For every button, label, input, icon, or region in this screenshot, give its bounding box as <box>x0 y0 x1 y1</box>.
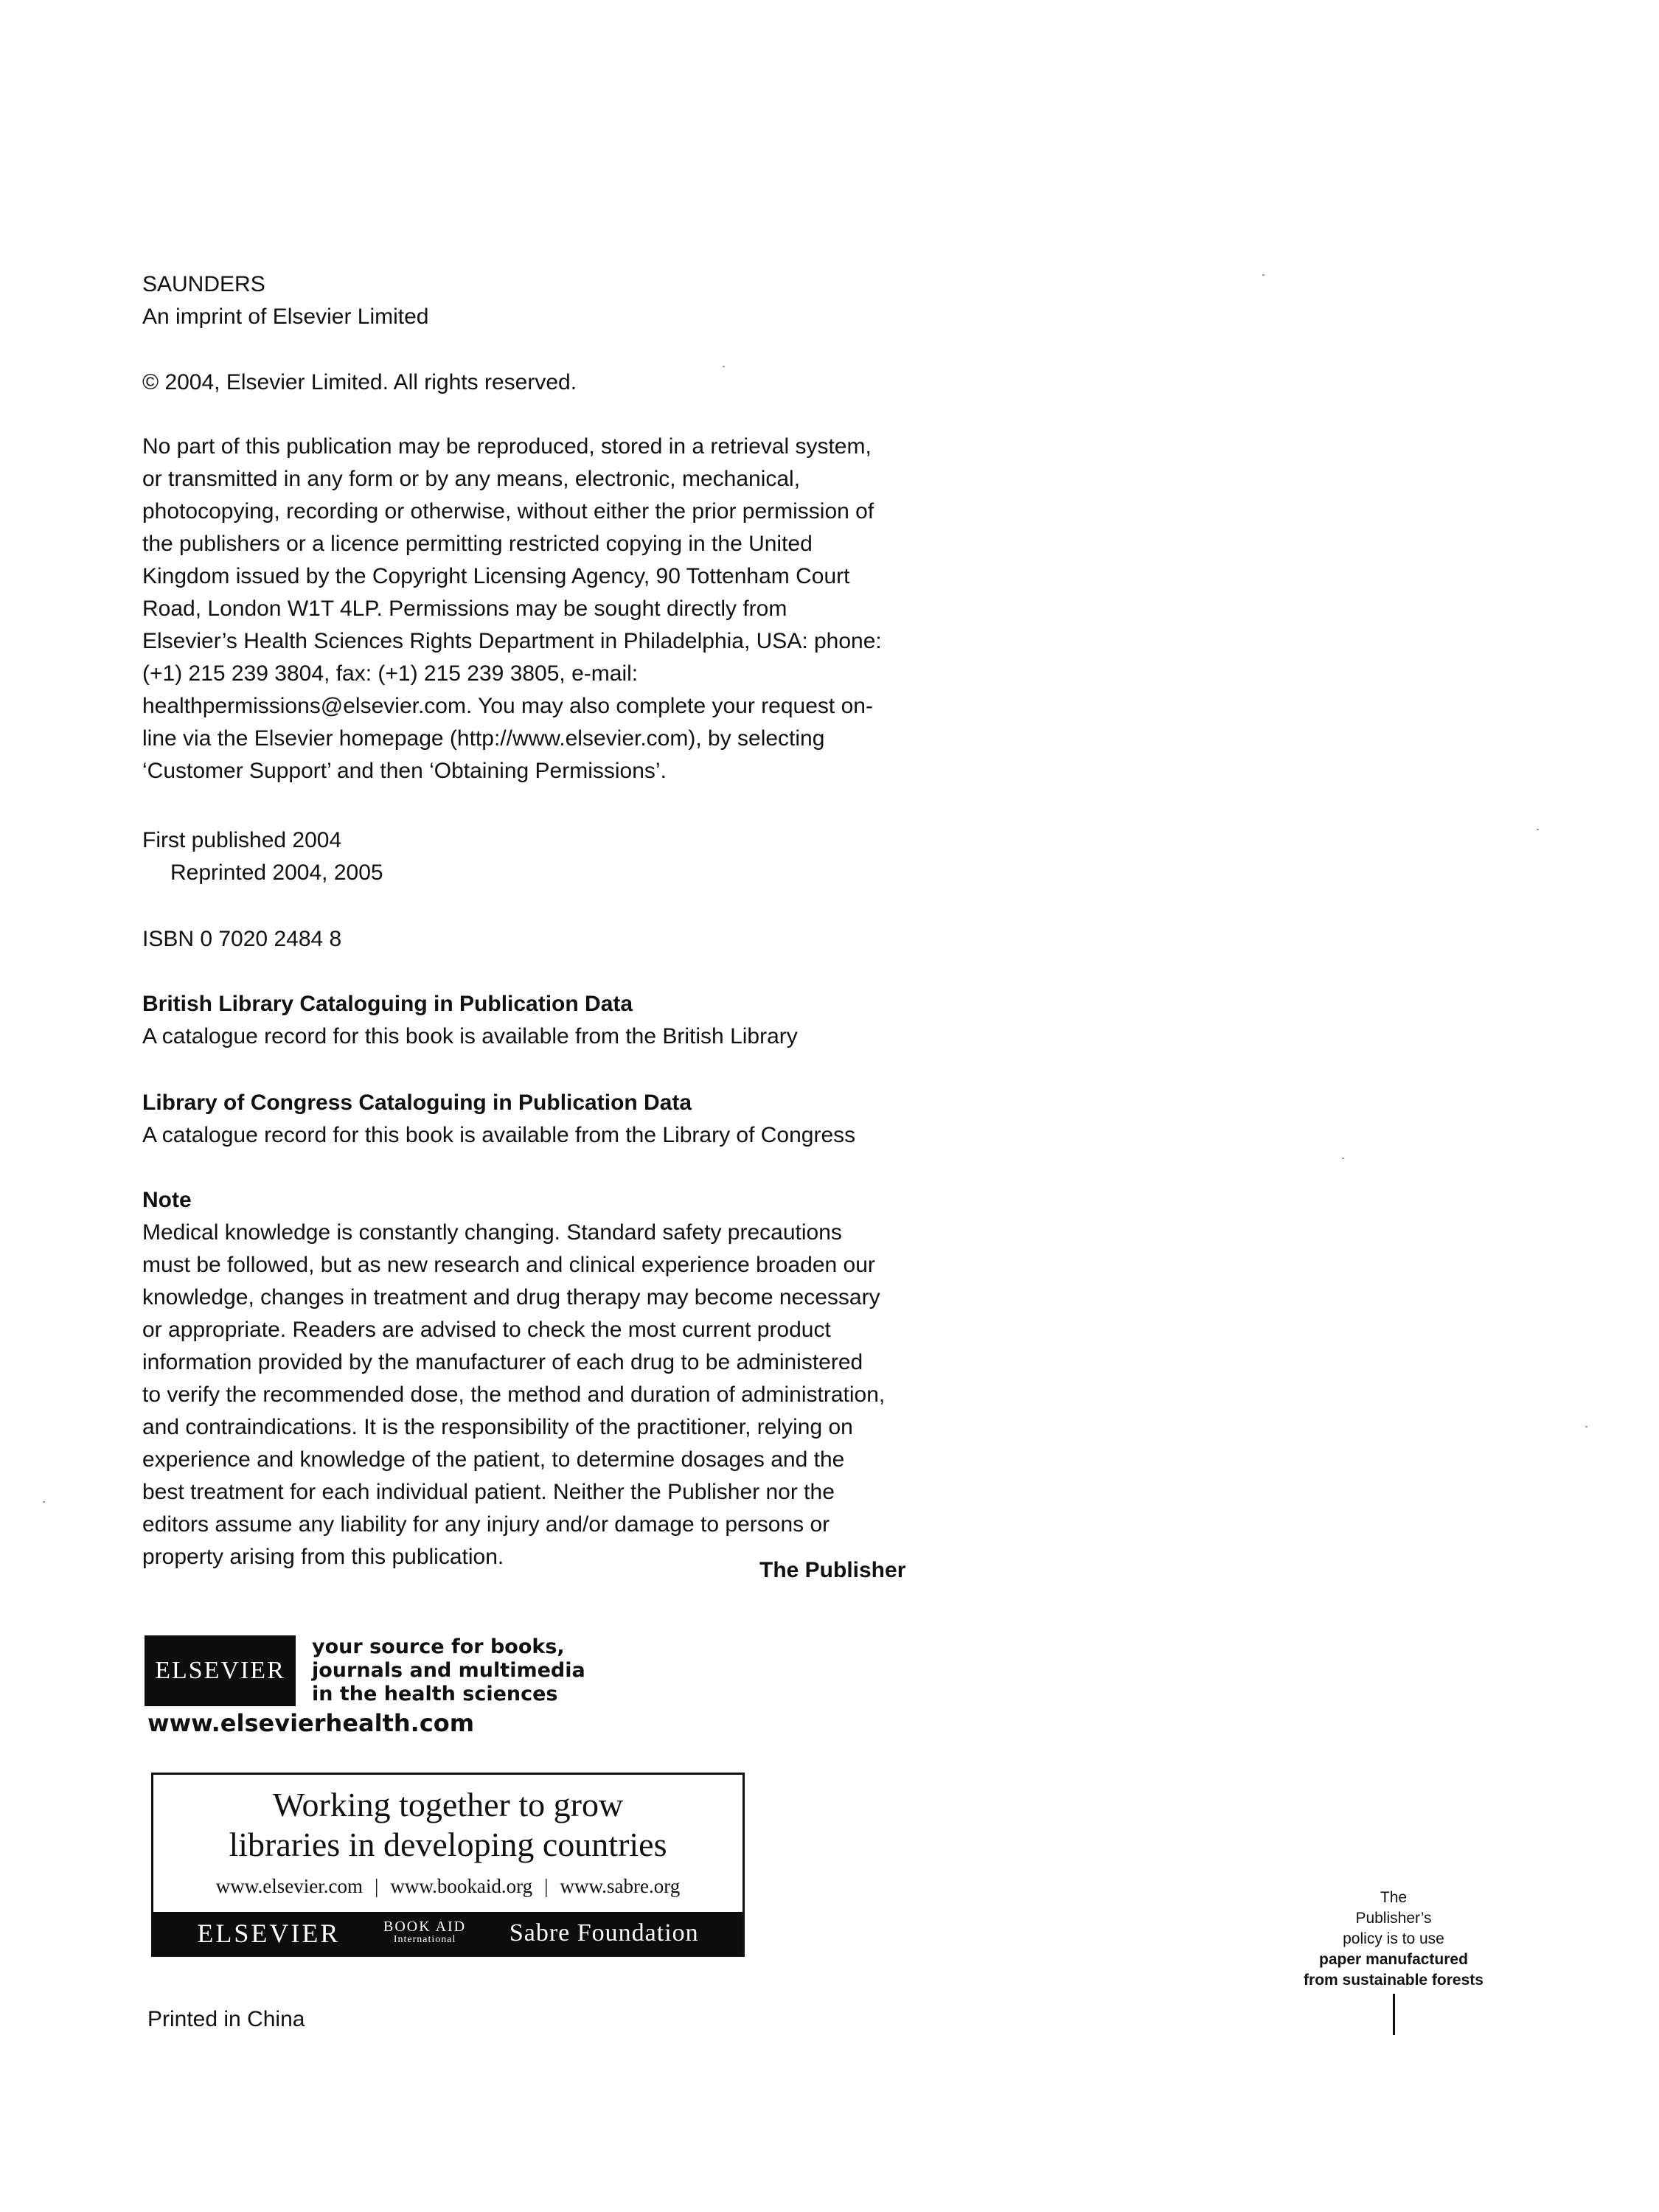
isbn: ISBN 0 7020 2484 8 <box>142 927 342 951</box>
partners-box <box>151 1773 745 1957</box>
isbn-line <box>142 923 341 956</box>
permissions-line: Road, London W1T 4LP. Permissions may be sought directly from <box>142 597 787 621</box>
permissions-line: (+1) 215 239 3804, fax: (+1) 215 239 3805, e-mail: <box>142 661 639 686</box>
congress-text: A catalogue record for this book is available from the Library of Congress <box>142 1123 856 1147</box>
publisher-signature: The Publisher <box>759 1558 906 1582</box>
note-line: experience and knowledge of the patient, to determine dosages and the <box>142 1447 845 1472</box>
tagline-line: in the health sciences <box>312 1683 558 1705</box>
publication-history <box>142 824 383 889</box>
copyright-line <box>142 366 577 399</box>
permissions-line: photocopying, recording or otherwise, without either the prior permission of <box>142 499 874 524</box>
printed-in: Printed in China <box>147 2007 305 2031</box>
note-line: information provided by the manufacturer of each drug to be administered <box>142 1350 863 1374</box>
permissions-line: the publishers or a licence permitting restricted copying in the United <box>142 532 813 556</box>
partners-logo-bar <box>153 1912 742 1955</box>
forest-line: policy is to use <box>1343 1930 1444 1947</box>
permissions-line: ‘Customer Support’ and then ‘Obtaining Permissions’. <box>142 759 667 783</box>
forest-line: from sustainable forests <box>1304 1972 1484 1989</box>
imprint-subtitle: An imprint of Elsevier Limited <box>142 305 429 329</box>
permissions-paragraph <box>142 431 882 787</box>
tree-trunk-icon <box>1393 1994 1395 2035</box>
congress-cataloguing <box>142 1087 855 1152</box>
first-published: First published 2004 <box>142 828 342 852</box>
permissions-line: Kingdom issued by the Copyright Licensing Agency, 90 Tottenham Court <box>142 564 850 588</box>
forest-line: Publisher’s <box>1355 1910 1432 1927</box>
note-heading: Note <box>142 1188 192 1212</box>
scan-speck <box>723 366 725 367</box>
note-line: Medical knowledge is constantly changing. Standard safety precautions <box>142 1220 842 1245</box>
imprint-name: SAUNDERS <box>142 272 265 296</box>
link-separator: | <box>374 1875 379 1897</box>
tagline-line: your source for books, <box>312 1635 565 1658</box>
british-library-text: A catalogue record for this book is available from the British Library <box>142 1024 798 1048</box>
scan-speck <box>43 1501 45 1503</box>
note-line: knowledge, changes in treatment and drug therapy may become necessary <box>142 1285 880 1310</box>
note-line: to verify the recommended dose, the method and duration of administration, <box>142 1382 886 1407</box>
sabre-link[interactable]: www.sabre.org <box>560 1875 681 1897</box>
reprinted: Reprinted 2004, 2005 <box>170 860 383 885</box>
elsevier-health-url[interactable]: www.elsevierhealth.com <box>147 1709 475 1737</box>
permissions-line: or transmitted in any form or by any means, electronic, mechanical, <box>142 467 801 491</box>
partners-heading <box>153 1785 742 1865</box>
elsevier-ad <box>145 1635 585 1706</box>
permissions-line: healthpermissions@elsevier.com. You may also complete your request on- <box>142 694 873 718</box>
partners-links <box>153 1875 742 1898</box>
note-line: and contraindications. It is the responsibility of the practitioner, relying on <box>142 1415 853 1439</box>
note-line: must be followed, but as new research and clinical experience broaden our <box>142 1253 875 1277</box>
copyright-text: © 2004, Elsevier Limited. All rights reserved. <box>142 370 577 394</box>
british-library-cataloguing <box>142 988 798 1053</box>
link-separator: | <box>544 1875 549 1897</box>
note-line: best treatment for each individual patient. Neither the Publisher nor the <box>142 1480 835 1504</box>
sabre-logo: Sabre Foundation <box>509 1919 699 1947</box>
elsevier-tagline <box>312 1635 585 1706</box>
note-line: editors assume any liability for any injury and/or damage to persons or <box>142 1512 830 1537</box>
congress-heading: Library of Congress Cataloguing in Publication Data <box>142 1091 692 1115</box>
bookaid-logo-name: BOOK AID <box>383 1919 467 1935</box>
forest-line: paper manufactured <box>1319 1951 1468 1968</box>
scan-speck <box>1585 1426 1587 1427</box>
permissions-line: Elsevier’s Health Sciences Rights Department in Philadelphia, USA: phone: <box>142 629 882 653</box>
note-line: or appropriate. Readers are advised to check the most current product <box>142 1318 831 1342</box>
bookaid-logo <box>383 1920 466 1947</box>
scan-speck <box>1262 274 1265 276</box>
permissions-line: No part of this publication may be reproduced, stored in a retrieval system, <box>142 434 872 459</box>
imprint-block <box>142 268 428 333</box>
note-line: property arising from this publication. <box>142 1545 504 1569</box>
forest-line: The <box>1380 1889 1408 1906</box>
permissions-line: line via the Elsevier homepage (http://www.elsevier.com), by selecting <box>142 726 825 751</box>
tagline-line: journals and multimedia <box>312 1659 585 1682</box>
bookaid-logo-sub: International <box>393 1934 456 1945</box>
scan-speck <box>1537 829 1539 830</box>
partners-heading-line: Working together to grow <box>272 1786 624 1823</box>
scan-speck <box>1342 1158 1344 1159</box>
bookaid-link[interactable]: www.bookaid.org <box>390 1875 533 1897</box>
elsevier-link[interactable]: www.elsevier.com <box>215 1875 363 1897</box>
note-section <box>142 1184 885 1573</box>
elsevier-bar-logo: ELSEVIER <box>197 1919 341 1948</box>
partners-heading-line: libraries in developing countries <box>229 1826 667 1863</box>
elsevier-logo: ELSEVIER <box>145 1635 296 1706</box>
forest-policy-notice <box>1290 1888 1497 2035</box>
british-library-heading: British Library Cataloguing in Publication Data <box>142 992 633 1016</box>
